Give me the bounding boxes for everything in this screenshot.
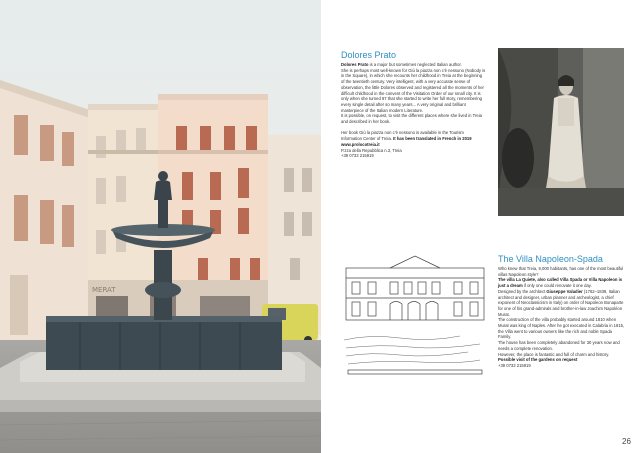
villa-paragraph: Who knew that Treia, 9,000 habitants, has one of the most beautiful villas Napoleon style? — [498, 266, 624, 277]
villa-paragraph: The construction of the villa probably started around 1810 when Murat was king of Naples. After he got executed in Calabria in 1815, the Villa went to various owners like the rich and noble Spada Family. — [498, 317, 625, 340]
dolores-phone: +39 0733 215919 — [341, 153, 374, 159]
dolores-paragraph: Her book Giù la piazza non c'è nessuno is available in the Tourism Information Center of Treia. It has been translated in French in 2019 — [341, 130, 472, 142]
villa-visit-note: Possible visit of the gardens on request — [498, 357, 578, 363]
dolores-paragraph: Dolores Prato is a major but sometimes neglected Italian author. — [341, 62, 462, 67]
villa-paragraph: However, the place is fantastic and full of charm and history. — [498, 351, 610, 357]
dolores-prato-text — [341, 62, 486, 159]
villa-paragraph: The house has been completely abandoned for 30 years now and needs a complete renovation. — [498, 340, 620, 351]
dolores-paragraph: It is possible, on request, to visit the different places where she lived in Treia and described in her book. — [341, 113, 482, 125]
villa-napoleon-text — [498, 266, 626, 369]
shop-sign: MERAT — [92, 286, 116, 294]
villa-napoleon-title: The Villa Napoleon-Spada — [498, 254, 603, 264]
villa-phone: +39 0733 215919 — [498, 362, 531, 368]
portrait-illustration — [498, 48, 624, 216]
dolores-portrait-photo — [498, 48, 624, 216]
dolores-website[interactable]: www.prolocotreia.it — [341, 141, 380, 147]
villa-paragraph: The villa La Quiete, also called Villa Spada or Villa Napoleon is just a dream if only one could renovate it one day. — [498, 277, 623, 289]
dolores-prato-title: Dolores Prato — [341, 50, 397, 60]
page-number: 26 — [622, 437, 631, 446]
villa-napoleon-sketch — [340, 252, 490, 384]
dolores-address: P.zza della Repubblica n.3, Treia — [341, 147, 402, 153]
dolores-paragraph: She is perhaps most well-known for Giù la piazza non c'è nessuno (Nobody is in the Square), in which she recounts her childhood in Treia at the beginning of the twentieth century. Very intelligent, with a very accurate sense of observation, the little Dolores observed and registered all the moments of her difficult childhood in the convent of the Visitation Order of our small city. It is only when she turned 87 that she started to write her full story, remembering every single detail after so many years... A very original and brilliant masterpiece of the Italian modern Literature. — [341, 67, 486, 113]
villa-paragraph: Designed by the architect Giuseppe Valadier (1762–1839, Italian architect and designer, urban planner and archeologist, a chief exponent of Neoclassicism in Italy) on order of Napoleon Bonaparte for one of his grand-admirals and brother-in-law Joachim Napoléon Murat. — [498, 288, 624, 317]
villa-sketch-illustration — [340, 252, 490, 384]
